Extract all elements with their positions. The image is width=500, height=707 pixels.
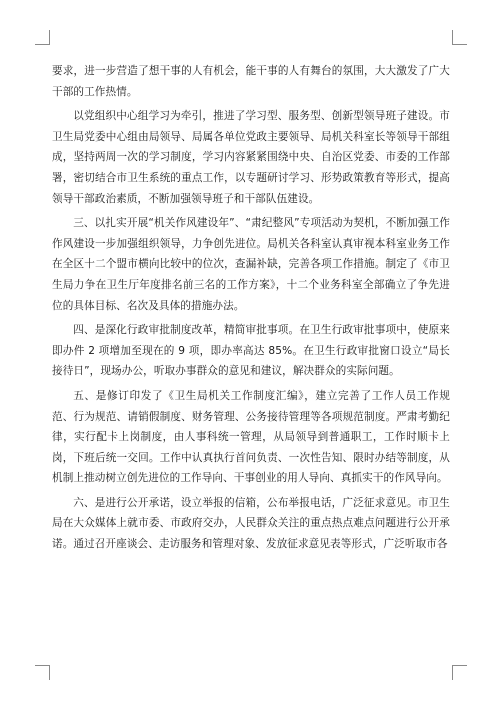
paragraph-six: 六、是进行公开承诺，设立举报的信箱，公布举报电话，广泛征求意见。市卫生局在大众媒体上就市委、市政府交办，人民群众关注的重点热点难点问题进行公开承诺。通过召开座谈会、走访服务和管理对象、发放征求意见表等形式，广泛听取市各 — [52, 496, 450, 551]
paragraph-continuation: 要求，进一步营造了想干事的人有机会，能干事的人有舞台的氛围，大大激发了广大干部的工作热情。 — [52, 65, 450, 98]
paragraph-five: 五、是修订印发了《卫生局机关工作制度汇编》，建立完善了工作人员工作规范、行为规范、请销假制度、财务管理、公务接待管理等各项规范制度。严肃考勤纪律，实行配卡上岗制度，由人事科统一管理，从局领导到普通职工，工作时顺卡上岗，下班后统一交回。工作中认真执行首问负责、一次性告知、限时办结等制度，从机制上推动树立创先进位的工作导向、干事创业的用人导向、真抓实干的作风导向。 — [52, 389, 450, 485]
crop-mark-bottom-left — [35, 665, 50, 680]
paragraph-study: 以党组织中心组学习为牵引，推进了学习型、服务型、创新型领导班子建设。市卫生局党委中心组由局领导、局属各单位党政主要领导、局机关科室长等领导干部组成，坚持两周一次的学习制度，学习内容紧紧围绕中央、自治区党委、市委的工作部署，密切结合市卫生系统的重点工作，以专题研讨学习、形势政策教育等形式，提高领导干部政治素质，不断加强领导班子和干部队伍建设。 — [52, 110, 450, 205]
crop-mark-top-left — [35, 30, 50, 45]
crop-mark-top-right — [452, 30, 467, 45]
document-body — [52, 61, 450, 559]
paragraph-four: 四、是深化行政审批制度改革，精简审批事项。在卫生行政审批事项中，使原来即办件 2 项增加至现在的 9 项，即办率高达 85%。在卫生行政审批窗口设立“局长接待日”，现场办公，听取办事群众的意见和建议，解决群众的实际问题。 — [52, 324, 450, 378]
paragraph-three: 三、以扎实开展“机关作风建设年”、“肃纪整风”专项活动为契机，不断加强工作作风建设一步加强组织领导，力争创先进位。局机关各科室认真审视本科室业务工作在全区十二个盟市横向比较中的位次，查漏补缺，完善各项工作措施。制定了《市卫生局力争在卫生厅年度排名前三名的工作方案》，十二个业务科室全部确立了争先进位的具体目标、名次及具体的措施办法。 — [52, 217, 450, 312]
crop-mark-bottom-right — [452, 665, 467, 680]
